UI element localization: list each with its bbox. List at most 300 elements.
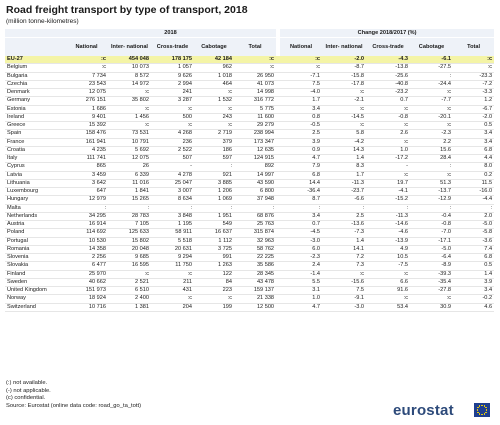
table-cell: 7.2 xyxy=(322,254,366,262)
table-cell: :c xyxy=(151,270,194,278)
table-cell: -11.3 xyxy=(322,179,366,187)
flag-star-icon xyxy=(485,412,487,414)
table-cell: 1 456 xyxy=(108,113,151,121)
table-cell: 20 631 xyxy=(151,245,194,253)
table-row xyxy=(5,80,494,88)
table-row xyxy=(5,229,494,237)
table-cell: -0.8 xyxy=(410,221,453,229)
table-row xyxy=(5,270,494,278)
table-cell: 1 841 xyxy=(108,188,151,196)
corner-cell xyxy=(5,29,65,38)
table-cell: 12 500 xyxy=(234,303,276,311)
table-cell: : xyxy=(410,204,453,212)
table-cell: :c xyxy=(366,138,410,146)
col-header: Cross-trade xyxy=(366,38,410,57)
table-cell: 2.0 xyxy=(453,212,494,220)
table-cell: : xyxy=(280,204,322,212)
table-cell: 22 225 xyxy=(234,254,276,262)
table-cell: 1 381 xyxy=(108,303,151,311)
table-cell: -13.8 xyxy=(366,64,410,72)
row-label: France xyxy=(5,138,65,146)
row-label: Belgium xyxy=(5,64,65,72)
table-cell: 3.9 xyxy=(453,278,494,286)
table-cell: 1 951 xyxy=(194,212,234,220)
table-row xyxy=(5,64,494,72)
table-cell: 124 915 xyxy=(234,155,276,163)
table-row xyxy=(5,155,494,163)
table-row xyxy=(5,105,494,113)
table-cell: 42 184 xyxy=(194,56,234,64)
table-cell: 0.5 xyxy=(453,122,494,130)
table-cell: 6 800 xyxy=(234,188,276,196)
table-cell: :c xyxy=(280,56,322,64)
table-cell: -25.6 xyxy=(366,72,410,80)
table-cell: -13.6 xyxy=(322,221,366,229)
table-cell: 4 278 xyxy=(151,171,194,179)
table-cell: 173 347 xyxy=(234,138,276,146)
row-label: Luxembourg xyxy=(5,188,65,196)
table-cell: -4.5 xyxy=(280,229,322,237)
row-label: Norway xyxy=(5,295,65,303)
table-cell: :c xyxy=(453,64,494,72)
table-cell: :c xyxy=(322,105,366,113)
table-cell: : xyxy=(234,204,276,212)
table-cell: 6.0 xyxy=(280,245,322,253)
table-cell: 0.5 xyxy=(453,262,494,270)
table-cell: 8.0 xyxy=(453,163,494,171)
table-row xyxy=(5,138,494,146)
table-cell: 7.5 xyxy=(280,80,322,88)
table-cell: 211 xyxy=(151,278,194,286)
table-row xyxy=(5,179,494,187)
table-row xyxy=(5,212,494,220)
table-cell: -16.0 xyxy=(453,188,494,196)
table-row xyxy=(5,122,494,130)
table-cell: -17.2 xyxy=(366,155,410,163)
table-cell: -23.7 xyxy=(322,188,366,196)
table-row xyxy=(5,97,494,105)
table-cell: : xyxy=(366,204,410,212)
source-note: Source: Eurostat (online data code: road_go_ta_tott) xyxy=(6,402,142,409)
table-cell: 68 876 xyxy=(234,212,276,220)
table-cell: -27.8 xyxy=(410,287,453,295)
table-cell: 6 339 xyxy=(108,171,151,179)
table-cell: 58 911 xyxy=(151,229,194,237)
table-cell: :c xyxy=(322,89,366,97)
table-cell: 91.6 xyxy=(366,287,410,295)
table-cell: 464 xyxy=(194,80,234,88)
flag-star-icon xyxy=(486,409,488,411)
row-label: United Kingdom xyxy=(5,287,65,295)
table-cell: :c xyxy=(151,122,194,130)
table-cell: :c xyxy=(194,89,234,97)
table-cell: 11 016 xyxy=(108,179,151,187)
table-cell: -3.3 xyxy=(453,89,494,97)
table-cell: 1.0 xyxy=(366,146,410,154)
table-cell: 1 112 xyxy=(194,237,234,245)
table-cell: 10 716 xyxy=(65,303,108,311)
table-cell: 7 105 xyxy=(108,221,151,229)
table-cell: 962 xyxy=(194,64,234,72)
table-cell: 892 xyxy=(234,163,276,171)
logo-text: eurostat xyxy=(393,402,454,419)
table-cell: -15.6 xyxy=(322,278,366,286)
row-label: Lithuania xyxy=(5,179,65,187)
table-cell: : xyxy=(410,163,453,171)
table-row xyxy=(5,303,494,311)
table-cell: -39.3 xyxy=(410,270,453,278)
row-label: Poland xyxy=(5,229,65,237)
table-cell: 111 741 xyxy=(65,155,108,163)
table-row xyxy=(5,146,494,154)
table-cell: 11 600 xyxy=(234,113,276,121)
table-cell: - xyxy=(366,163,410,171)
table-cell: -0.2 xyxy=(453,295,494,303)
table-cell: -5.0 xyxy=(410,245,453,253)
table-cell: 6 510 xyxy=(108,287,151,295)
table-cell: 9 685 xyxy=(108,254,151,262)
table-cell: :c xyxy=(65,56,108,64)
table-cell: 6 477 xyxy=(65,262,108,270)
flag-star-icon xyxy=(477,409,479,411)
col-header: Total xyxy=(453,38,494,57)
table-cell: :c xyxy=(453,56,494,64)
table-cell: 43 590 xyxy=(234,179,276,187)
table-cell: 315 874 xyxy=(234,229,276,237)
table-cell: 16 595 xyxy=(108,262,151,270)
table-cell: 2.4 xyxy=(280,262,322,270)
table-cell: -7.3 xyxy=(322,229,366,237)
table-cell: 1 057 xyxy=(151,64,194,72)
table-cell: 507 xyxy=(151,155,194,163)
table-cell: :c xyxy=(322,122,366,130)
table-cell: 1.4 xyxy=(453,270,494,278)
table-cell: 379 xyxy=(194,138,234,146)
table-cell: 991 xyxy=(194,254,234,262)
flag-star-icon xyxy=(477,412,479,414)
table-cell: :c xyxy=(234,64,276,72)
table-cell: 84 xyxy=(194,278,234,286)
table-cell: 5 692 xyxy=(108,146,151,154)
table-cell: 25 047 xyxy=(151,179,194,187)
table-cell: 1 532 xyxy=(194,97,234,105)
table-cell: 3 848 xyxy=(151,212,194,220)
table-cell: 865 xyxy=(65,163,108,171)
table-cell: 0.7 xyxy=(280,221,322,229)
table-cell: 10.5 xyxy=(366,254,410,262)
table-cell: : xyxy=(322,204,366,212)
flag-star-icon xyxy=(481,405,483,407)
table-cell: 10 530 xyxy=(65,237,108,245)
table-cell: :c xyxy=(410,105,453,113)
table-cell: -4.2 xyxy=(322,138,366,146)
table-cell: 73 531 xyxy=(108,130,151,138)
table-cell: : xyxy=(410,72,453,80)
table-cell: 12 075 xyxy=(65,89,108,97)
table-cell: :c xyxy=(366,270,410,278)
table-cell: -5.8 xyxy=(453,229,494,237)
table-cell: 5 775 xyxy=(234,105,276,113)
table-cell: 4 268 xyxy=(151,130,194,138)
table-cell: 19.7 xyxy=(366,179,410,187)
table-cell: 186 xyxy=(194,146,234,154)
table-cell: -23.3 xyxy=(453,72,494,80)
table-row xyxy=(5,295,494,303)
footnotes xyxy=(6,380,141,410)
table-cell: 16 637 xyxy=(194,229,234,237)
col-header: Inter- national xyxy=(108,38,151,57)
table-cell: 3 007 xyxy=(151,188,194,196)
table-cell: 25 970 xyxy=(65,270,108,278)
group-header-2018: 2018 xyxy=(65,29,276,38)
table-cell: 11.5 xyxy=(453,179,494,187)
row-label: Hungary xyxy=(5,196,65,204)
table-cell: :c xyxy=(65,64,108,72)
table-cell: 238 994 xyxy=(234,130,276,138)
table-cell: 0.7 xyxy=(366,97,410,105)
table-cell: 1 206 xyxy=(194,188,234,196)
table-cell: 1 069 xyxy=(194,196,234,204)
table-cell: 4.6 xyxy=(453,303,494,311)
table-cell: 3 459 xyxy=(65,171,108,179)
table-cell: : xyxy=(65,204,108,212)
table-cell: 2 256 xyxy=(65,254,108,262)
table-cell: 6.8 xyxy=(453,254,494,262)
table-cell: -7.5 xyxy=(366,262,410,270)
table-cell: -17.1 xyxy=(410,237,453,245)
table-cell: 9 626 xyxy=(151,72,194,80)
table-cell: -8.7 xyxy=(322,64,366,72)
table-cell: :c xyxy=(108,270,151,278)
table-cell: 7.5 xyxy=(322,287,366,295)
table-cell: 14.3 xyxy=(322,146,366,154)
row-label: Finland xyxy=(5,270,65,278)
table-cell: : xyxy=(194,163,234,171)
row-label: Sweden xyxy=(5,278,65,286)
table-cell: -12.9 xyxy=(410,196,453,204)
table-row xyxy=(5,204,494,212)
table-cell: 7 734 xyxy=(65,72,108,80)
table-cell: 647 xyxy=(65,188,108,196)
table-cell: 8 634 xyxy=(151,196,194,204)
table-cell: -4.6 xyxy=(366,229,410,237)
table-cell: -15.8 xyxy=(322,72,366,80)
table-cell: -27.5 xyxy=(410,64,453,72)
table-cell: 51.3 xyxy=(410,179,453,187)
table-row xyxy=(5,278,494,286)
table-cell: 35 586 xyxy=(234,262,276,270)
table-cell: 34 295 xyxy=(65,212,108,220)
table-cell: -0.5 xyxy=(280,122,322,130)
table-cell: 125 633 xyxy=(108,229,151,237)
col-header: Total xyxy=(234,38,276,57)
table-cell: -23.2 xyxy=(366,89,410,97)
table-cell: : xyxy=(194,204,234,212)
table-cell: 16 914 xyxy=(65,221,108,229)
table-cell: :c xyxy=(366,105,410,113)
table-cell: 597 xyxy=(194,155,234,163)
row-label: Bulgaria xyxy=(5,72,65,80)
table-cell: 4.7 xyxy=(280,303,322,311)
table-cell: 549 xyxy=(194,221,234,229)
table-cell: :c xyxy=(280,64,322,72)
table-cell: -6.4 xyxy=(410,254,453,262)
table-cell: 3 885 xyxy=(194,179,234,187)
table-cell: 1 686 xyxy=(65,105,108,113)
table-cell: 3.1 xyxy=(280,287,322,295)
table-cell: 500 xyxy=(151,113,194,121)
flag-star-icon xyxy=(481,414,483,416)
table-row xyxy=(5,163,494,171)
table-cell: 0.2 xyxy=(453,171,494,179)
table-cell: 25 763 xyxy=(234,221,276,229)
table-cell: 15.6 xyxy=(410,146,453,154)
table-cell: 3.4 xyxy=(280,212,322,220)
table-cell: :c xyxy=(410,89,453,97)
table-cell: 8 572 xyxy=(108,72,151,80)
table-cell: 2.6 xyxy=(366,130,410,138)
table-cell: 4.7 xyxy=(280,155,322,163)
row-label: Greece xyxy=(5,122,65,130)
table-cell: -4.4 xyxy=(453,196,494,204)
table-cell: -2.0 xyxy=(453,113,494,121)
table-cell: 5.5 xyxy=(280,278,322,286)
table-cell: 114 692 xyxy=(65,229,108,237)
table-cell: 1 263 xyxy=(194,262,234,270)
table-cell: 0.9 xyxy=(280,146,322,154)
table-cell: :c xyxy=(366,295,410,303)
table-cell: 1.7 xyxy=(280,97,322,105)
table-cell: -2.0 xyxy=(322,56,366,64)
table-cell: 12 635 xyxy=(234,146,276,154)
table-cell: 1.2 xyxy=(453,97,494,105)
table-cell: 41 073 xyxy=(234,80,276,88)
table-cell: 5.8 xyxy=(322,130,366,138)
row-label: Malta xyxy=(5,204,65,212)
table-cell: -14.6 xyxy=(366,221,410,229)
table-cell: :c xyxy=(366,171,410,179)
table-cell: -4.3 xyxy=(366,56,410,64)
table-cell: 1.4 xyxy=(322,237,366,245)
table-cell: 3.4 xyxy=(280,105,322,113)
footnote: (-) not applicable. xyxy=(6,387,51,394)
table-cell: 14.1 xyxy=(322,245,366,253)
table-cell: :c xyxy=(234,56,276,64)
table-cell: 10 791 xyxy=(108,138,151,146)
col-header: Cabotage xyxy=(410,38,453,57)
table-cell: -5.0 xyxy=(453,221,494,229)
table-cell: 316 772 xyxy=(234,97,276,105)
table-cell: 15 392 xyxy=(65,122,108,130)
table-row xyxy=(5,171,494,179)
table-row xyxy=(5,113,494,121)
footnote: (c) confidential. xyxy=(6,395,46,401)
table-cell: 14 998 xyxy=(234,89,276,97)
table-cell: 15 265 xyxy=(108,196,151,204)
table-cell: :c xyxy=(151,295,194,303)
table-cell: :c xyxy=(322,270,366,278)
row-label: Austria xyxy=(5,221,65,229)
eurostat-logo xyxy=(393,402,493,420)
table-cell: 3.9 xyxy=(280,138,322,146)
table-cell: 3 725 xyxy=(194,245,234,253)
table-cell: 20 048 xyxy=(108,245,151,253)
table-cell: 5 518 xyxy=(151,237,194,245)
table-cell: -0.8 xyxy=(366,113,410,121)
table-cell: 2.5 xyxy=(322,212,366,220)
table-cell: -3.6 xyxy=(453,237,494,245)
table-row xyxy=(5,130,494,138)
table-row xyxy=(5,287,494,295)
row-label: EU-27 xyxy=(5,56,65,64)
table-cell: 21 338 xyxy=(234,295,276,303)
table-cell: 1 018 xyxy=(194,72,234,80)
table-cell: - xyxy=(151,163,194,171)
table-cell: 14.4 xyxy=(280,179,322,187)
row-label: Germany xyxy=(5,97,65,105)
col-header: National xyxy=(280,38,322,57)
table-cell: -15.2 xyxy=(366,196,410,204)
table-cell: 7.3 xyxy=(322,262,366,270)
table-cell: 53.4 xyxy=(366,303,410,311)
table-cell: 37 948 xyxy=(234,196,276,204)
table-cell: 6.8 xyxy=(280,171,322,179)
row-label: Netherlands xyxy=(5,212,65,220)
table-cell: -7.1 xyxy=(280,72,322,80)
table-cell: 2 522 xyxy=(151,146,194,154)
col-header: Inter- national xyxy=(322,38,366,57)
row-label: Romania xyxy=(5,245,65,253)
row-label: Denmark xyxy=(5,89,65,97)
table-cell: :c xyxy=(410,295,453,303)
table-cell: 23 543 xyxy=(65,80,108,88)
table-cell: :c xyxy=(194,105,234,113)
table-cell: 7.4 xyxy=(453,245,494,253)
row-label: Switzerland xyxy=(5,303,65,311)
group-header-change: Change 2018/2017 (%) xyxy=(280,29,494,38)
row-label: Czechia xyxy=(5,80,65,88)
table-cell: 12 075 xyxy=(108,155,151,163)
table-cell: :c xyxy=(194,295,234,303)
table-cell: 14 997 xyxy=(234,171,276,179)
col-header: National xyxy=(65,38,108,57)
table-cell: :c xyxy=(410,171,453,179)
table-cell: 3.4 xyxy=(453,138,494,146)
table-row xyxy=(5,196,494,204)
table-cell: 28 783 xyxy=(108,212,151,220)
table-cell: -14.5 xyxy=(322,113,366,121)
table-cell: 1.0 xyxy=(280,295,322,303)
table-cell: : xyxy=(151,204,194,212)
table-cell: 3.4 xyxy=(453,130,494,138)
table-cell: 26 xyxy=(108,163,151,171)
table-cell: 14 358 xyxy=(65,245,108,253)
table-cell: :c xyxy=(108,122,151,130)
table-cell: 28.4 xyxy=(410,155,453,163)
table-cell: -40.8 xyxy=(366,80,410,88)
table-cell: 43 478 xyxy=(234,278,276,286)
freight-table xyxy=(5,29,494,312)
table-cell: -2.3 xyxy=(410,130,453,138)
table-cell: -11.3 xyxy=(366,212,410,220)
table-cell: 29 279 xyxy=(234,122,276,130)
table-cell: 3.4 xyxy=(453,287,494,295)
table-cell: -3.0 xyxy=(280,237,322,245)
table-row xyxy=(5,254,494,262)
table-cell: : xyxy=(453,204,494,212)
table-cell: :c xyxy=(108,105,151,113)
table-cell: -6.7 xyxy=(453,105,494,113)
